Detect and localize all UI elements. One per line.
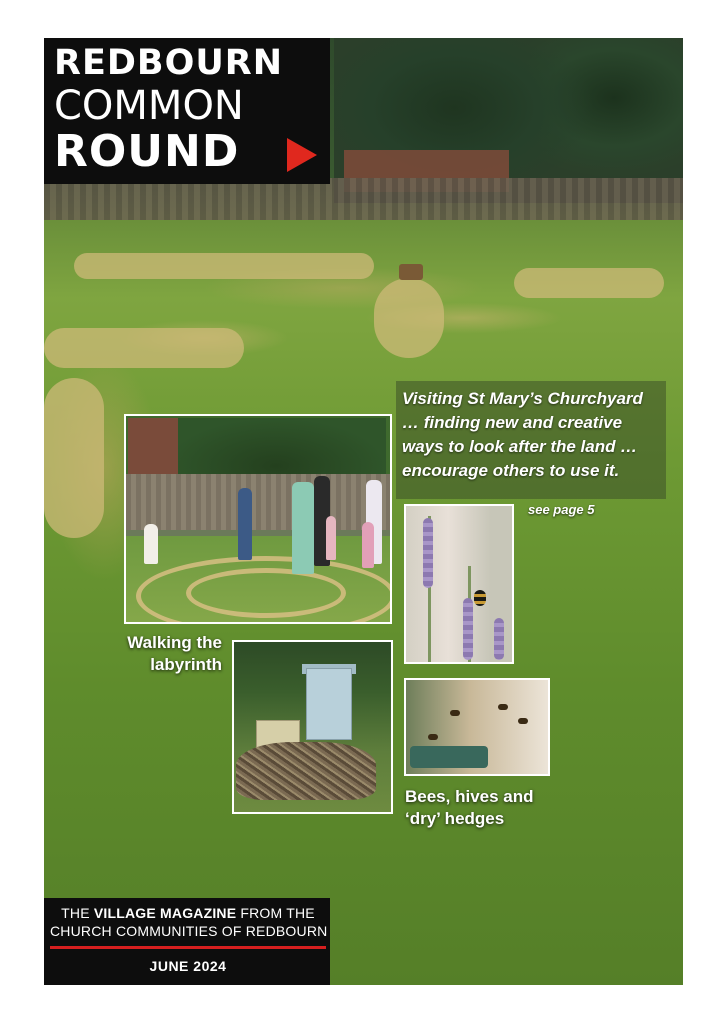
labyrinth-path <box>74 253 374 279</box>
masthead-line-1: REDBOURN <box>54 43 284 83</box>
tree-stump <box>399 264 423 280</box>
person-child <box>362 522 374 568</box>
dry-hedge <box>236 742 376 800</box>
bee-icon <box>474 590 486 606</box>
bee-icon <box>498 704 508 710</box>
person-adult <box>238 488 252 560</box>
lavender-flower <box>463 598 473 660</box>
beehive <box>306 668 352 740</box>
labyrinth-ring <box>186 568 346 618</box>
masthead <box>44 38 330 184</box>
footer-emphasis: VILLAGE MAGAZINE <box>93 905 237 921</box>
labyrinth-path <box>44 328 244 368</box>
person-adult <box>292 482 314 574</box>
footer-suffix: FROM THE <box>236 905 315 921</box>
labyrinth-path <box>44 378 104 538</box>
masthead-line-2: COMMON <box>54 83 244 129</box>
beehives-photo <box>232 640 393 814</box>
caption-bees-hives: Bees, hives and ‘dry’ hedges <box>405 787 534 828</box>
footer-tagline-line-1 <box>50 904 326 922</box>
bee-icon <box>450 710 460 716</box>
feature-headline: Visiting St Mary’s Churchyard … finding new and creative ways to look after the land … encourage others to use it. <box>402 389 643 480</box>
lavender-bee-photo <box>404 504 514 664</box>
footer-divider <box>50 946 326 949</box>
caption-walking-labyrinth: Walking the labyrinth <box>127 633 222 674</box>
background-fence <box>44 178 683 220</box>
footer-banner <box>44 898 330 985</box>
bee-icon <box>518 718 528 724</box>
issue-date: JUNE 2024 <box>149 958 227 974</box>
cover-photo <box>44 38 683 985</box>
masthead-line-3: ROUND <box>54 126 240 177</box>
labyrinth-photo <box>124 414 392 624</box>
footer-tagline-line-2: CHURCH COMMUNITIES OF REDBOURN <box>50 923 328 939</box>
photo-brick-shed <box>128 418 178 478</box>
footer-prefix: THE <box>61 905 94 921</box>
feature-headline-box <box>396 381 666 499</box>
lavender-flower <box>494 618 504 660</box>
hive-entrance <box>410 746 488 768</box>
play-arrow-icon <box>287 138 317 172</box>
labyrinth-path <box>514 268 664 298</box>
flying-bees-photo <box>404 678 550 776</box>
photo-fence <box>126 474 392 530</box>
labyrinth-path <box>374 278 444 358</box>
see-page-reference: see page 5 <box>528 502 595 517</box>
person-child <box>326 516 336 560</box>
bee-icon <box>428 734 438 740</box>
lavender-flower <box>423 518 433 588</box>
person-child <box>144 524 158 564</box>
